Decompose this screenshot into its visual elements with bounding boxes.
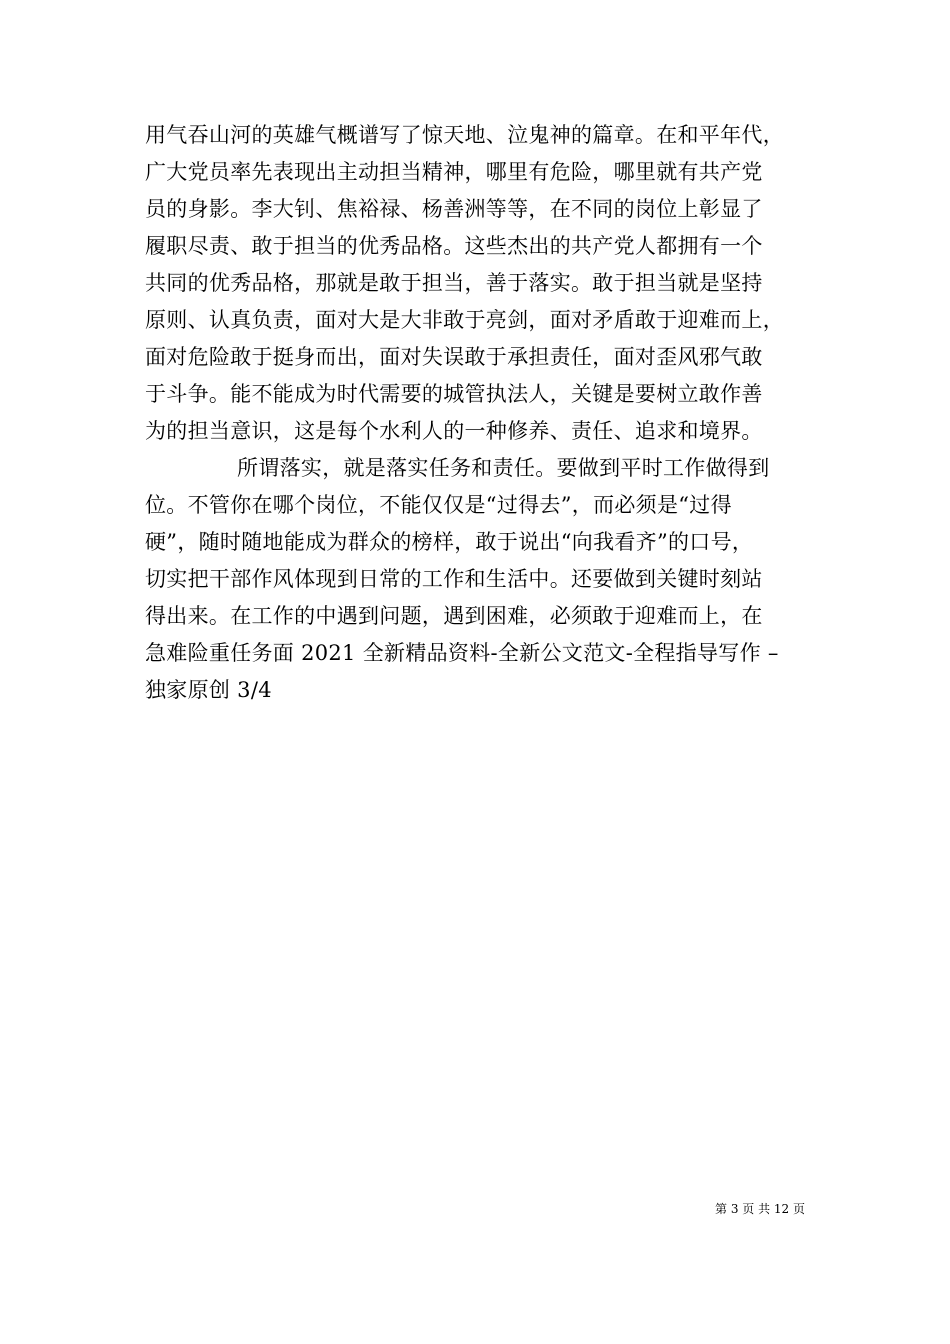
text-line: 切实把干部作风体现到日常的工作和生活中。还要做到关键时刻站: [145, 567, 763, 591]
text-line: 为的担当意识，这是每个水利人的一种修养、责任、追求和境界。: [145, 419, 763, 443]
text-line: 用气吞山河的英雄气概谱写了惊天地、泣鬼神的篇章。在和平年代，: [145, 123, 784, 147]
text-line: 位。不管你在哪个岗位，不能仅仅是“过得去”，而必须是“过得: [145, 493, 732, 517]
text-line: 面对危险敢于挺身而出，面对失误敢于承担责任，面对歪风邪气敢: [145, 345, 763, 369]
paragraph-first-line: 所谓落实，就是落实任务和责任。要做到平时工作做得到: [237, 456, 770, 480]
text-line: 独家原创 3/4: [145, 678, 272, 702]
text-line: 员的身影。李大钊、焦裕禄、杨善洲等等，在不同的岗位上彰显了: [145, 197, 763, 221]
text-line: 硬”，随时随地能成为群众的榜样，敢于说出“向我看齐”的口号，: [145, 530, 754, 554]
text-line: 于斗争。能不能成为时代需要的城管执法人，关键是要树立敢作善: [145, 382, 763, 406]
text-line: 共同的优秀品格，那就是敢于担当，善于落实。敢于担当就是坚持: [145, 271, 763, 295]
text-line: 急难险重任务面 2021 全新精品资料-全新公文范文-全程指导写作 –: [145, 641, 779, 665]
text-line: 得出来。在工作的中遇到问题，遇到困难，必须敢于迎难而上，在: [145, 604, 763, 628]
text-line: 原则、认真负责，面对大是大非敢于亮剑，面对矛盾敢于迎难而上，: [145, 308, 784, 332]
page-number-footer: 第 3 页 共 12 页: [715, 1202, 805, 1216]
document-body: [145, 117, 815, 709]
text-line: 履职尽责、敢于担当的优秀品格。这些杰出的共产党人都拥有一个: [145, 234, 763, 258]
text-line: 广大党员率先表现出主动担当精神，哪里有危险，哪里就有共产党: [145, 160, 763, 184]
